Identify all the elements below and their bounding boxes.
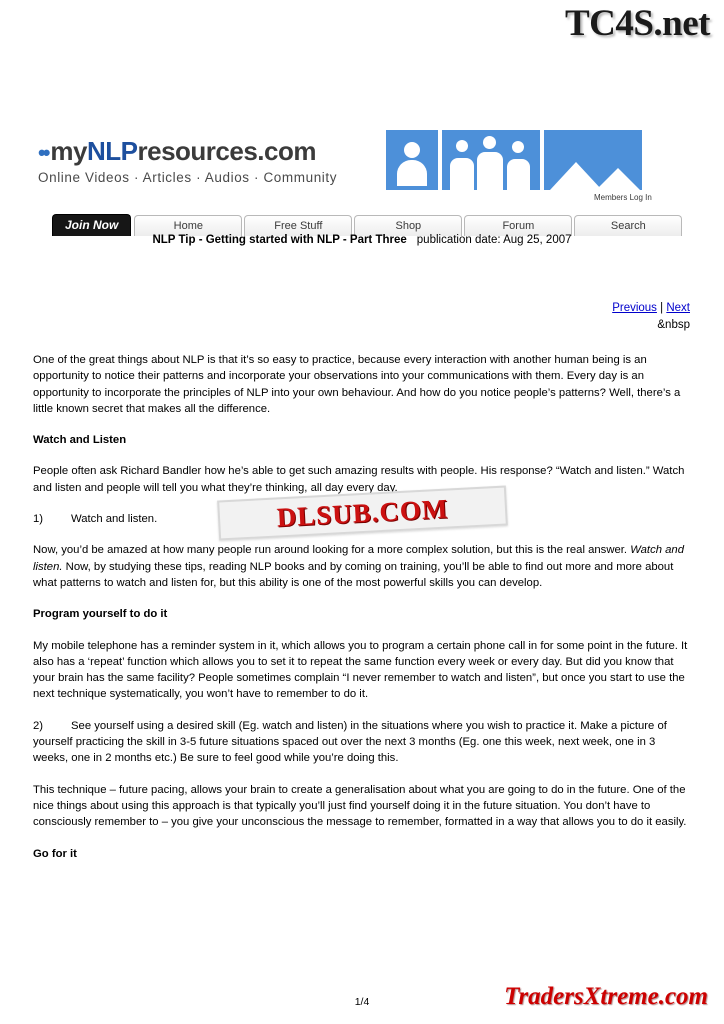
list-item-2-number: 2): [33, 719, 44, 732]
members-login-link[interactable]: Members Log In: [594, 193, 652, 202]
list-item-2-text: See yourself using a desired skill (Eg. watch and listen) in the situations where you wish to practice it. Make a picture of yourself practicing the skill in 3-5 future situations spaced out over the next 3 months (Eg. one this week, next week, one in 3 weeks, one in 2 months etc.) Be sure to feel good while you’re doing this.: [33, 719, 667, 765]
next-link[interactable]: Next: [666, 302, 690, 314]
nav-tab-home[interactable]: Home: [134, 215, 242, 236]
page-navigation-links: [612, 302, 690, 314]
heading-go-for-it: Go for it: [33, 847, 77, 860]
banner-group-icon: [442, 130, 540, 190]
nav-tab-search[interactable]: Search: [574, 215, 682, 236]
logo-my: my: [50, 136, 87, 166]
logo-resources: resources.com: [137, 136, 316, 166]
banner-image-strip: [386, 130, 642, 192]
paragraph-future-pacing: This technique – future pacing, allows your brain to create a generalisation about what you are going to do in the future. One of the nice things about using this approach is that typically you’ll just find yourself doing it in the future situation. You don’t have to consciously remember to – you give your unconscious the message to remember, formatted in a way that allows you to do it easily.: [33, 783, 687, 829]
banner-landscape-icon: [544, 130, 642, 190]
previous-link[interactable]: Previous: [612, 302, 657, 314]
list-item-1-text: Watch and listen.: [71, 513, 158, 526]
paragraph-amazed: [33, 542, 691, 591]
page-number: 1/4: [354, 996, 370, 1008]
paragraph-intro: One of the great things about NLP is that it’s so easy to practice, because every interaction with another human being is an opportunity to notice their patterns and incorporate your observations into your communications with them. Every day is an opportunity to incorporate the principles of NLP into your own behaviour. And how do you notice people’s patterns? Well, there’s a little known secret that makes all the difference.: [33, 354, 681, 415]
publication-date: publication date: Aug 25, 2007: [416, 234, 572, 246]
article-body: [33, 352, 691, 877]
nav-tab-free-stuff[interactable]: Free Stuff: [244, 215, 352, 236]
logo-wordmark: [38, 136, 383, 167]
list-item-2: [33, 718, 691, 767]
logo-dots-icon: ••: [38, 140, 48, 165]
paragraph-mobile: My mobile telephone has a reminder system in it, which allows you to program a certain phone call in for some point in the future. It also has a ‘repeat’ function which allows you to set it to repeat the same function every week or every day. But did you know that your brain has the same facility? People sometimes complain “I never remember to watch and listen”, but once you start to use the next technique systematically, you won’t have to remember to do it.: [33, 639, 688, 701]
paragraph-amazed-part1: Now, you’d be amazed at how many people run around looking for a more complex solution, but this is the real answer.: [33, 544, 631, 557]
logo-nlp: NLP: [86, 136, 138, 166]
nbsp-text: &nbsp: [657, 319, 690, 331]
paragraph-amazed-part2: Now, by studying these tips, reading NLP books and by coming on training, you’ll be able to find out more and more about what patterns to watch and listen for, but this ability is one of the most powerful skills you can develop.: [33, 560, 674, 589]
article-header: [0, 234, 724, 246]
heading-program-yourself: Program yourself to do it: [33, 608, 168, 621]
nav-tab-forum[interactable]: Forum: [464, 215, 572, 236]
heading-watch-and-listen: Watch and Listen: [33, 434, 127, 447]
banner-person-icon: [386, 130, 438, 190]
page-title: NLP Tip - Getting started with NLP - Part Three: [152, 234, 407, 246]
join-now-button[interactable]: Join Now: [52, 214, 131, 236]
paragraph-bandler: People often ask Richard Bandler how he’s able to get such amazing results with people. His response? “Watch and listen.” Watch and listen and people will tell you what they’re thinking, all day every day.: [33, 465, 685, 494]
paragraph-amazed-italic: Watch and listen.: [33, 544, 684, 573]
main-navigation: [52, 214, 684, 236]
tradersxtreme-watermark: TradersXtreme.com: [504, 983, 708, 1010]
dlsub-watermark-text: DLSUB.COM: [275, 493, 450, 532]
nav-separator: |: [660, 302, 664, 314]
site-logo[interactable]: [38, 136, 383, 185]
nav-tab-shop[interactable]: Shop: [354, 215, 462, 236]
tc4s-watermark: TC4S.net: [564, 3, 710, 44]
logo-tagline: Online Videos · Articles · Audios · Community: [38, 170, 338, 185]
list-item-1-number: 1): [33, 513, 44, 526]
